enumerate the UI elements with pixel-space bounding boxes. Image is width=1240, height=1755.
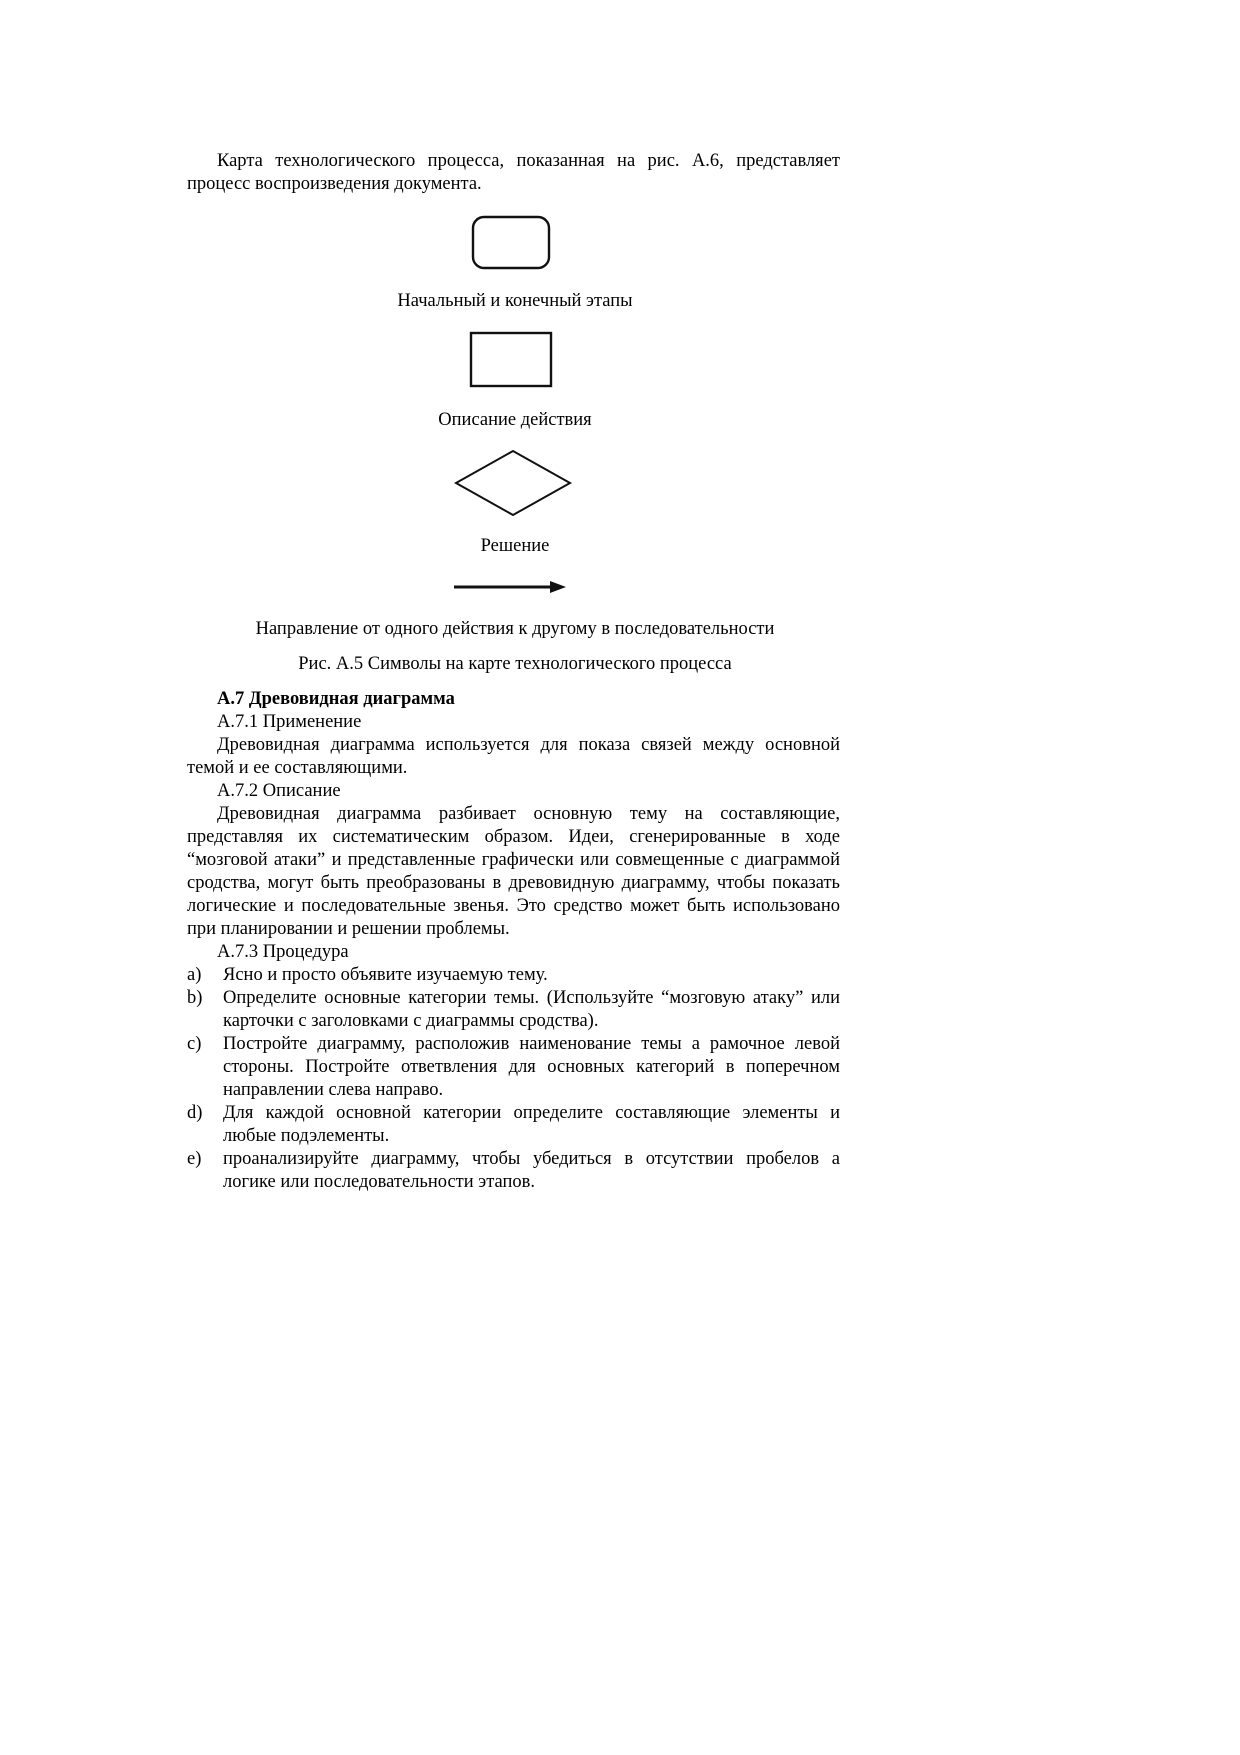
list-item <box>187 987 840 1033</box>
paragraph-application: Древовидная диаграмма используется для показа связей между основной темой и ее составляющими. <box>187 735 840 778</box>
procedure-list <box>187 964 840 1194</box>
list-item-text: Постройте диаграмму, расположив наименование темы а рамочное левой стороны. Постройте ответвления для основных категорий в поперечном направлении слева направо. <box>223 1034 840 1100</box>
rectangle-icon <box>468 330 556 390</box>
list-marker: a) <box>187 965 202 985</box>
list-marker: c) <box>187 1034 202 1054</box>
paragraph-description: Древовидная диаграмма разбивает основную тему на составляющие, представляя их систематическим образом. Идеи, сгенерированные в ходе “мозговой атаки” и представленные графически или совмещенные с диаграммой сродства, могут быть преобразованы в древовидную диаграмму, чтобы показать логические и последовательные звенья. Это средство может быть использовано при планировании и решении проблемы. <box>187 804 840 939</box>
section-heading: А.7 Древовидная диаграмма <box>217 689 455 709</box>
intro-paragraph: Карта технологического процесса, показанная на рис. А.6, представляет процесс воспроизведения документа. <box>187 151 840 194</box>
symbol-label-start-end: Начальный и конечный этапы <box>397 291 633 311</box>
figure-caption: Рис. А.5 Символы на карте технологического процесса <box>298 654 732 674</box>
symbol-label-action: Описание действия <box>438 410 592 430</box>
subsection-title-application: А.7.1 Применение <box>217 712 362 732</box>
list-item <box>187 1033 840 1102</box>
section-block <box>187 688 840 1194</box>
symbol-label-decision: Решение <box>480 536 550 556</box>
list-item <box>187 964 840 987</box>
list-item <box>187 1102 840 1148</box>
list-item-text: Для каждой основной категории определите составляющие элементы и любые подэлементы. <box>223 1103 840 1146</box>
list-marker: b) <box>187 988 203 1008</box>
symbol-label-direction: Направление от одного действия к другому в последовательности <box>255 619 775 639</box>
arrow-right-icon <box>452 578 568 596</box>
list-item <box>187 1148 840 1194</box>
list-marker: d) <box>187 1103 203 1123</box>
subsection-title-procedure: А.7.3 Процедура <box>217 942 349 962</box>
intro-block <box>187 150 840 196</box>
subsection-title-description: А.7.2 Описание <box>217 781 341 801</box>
diamond-icon <box>452 448 574 518</box>
list-item-text: проанализируйте диаграмму, чтобы убедиться в отсутствии пробелов а логике или последовательности этапов. <box>223 1149 840 1192</box>
list-item-text: Ясно и просто объявите изучаемую тему. <box>223 965 548 985</box>
list-marker: e) <box>187 1149 202 1169</box>
rounded-rectangle-icon <box>470 214 554 272</box>
list-item-text: Определите основные категории темы. (Используйте “мозговую атаку” или карточки с заголовками с диаграммы сродства). <box>223 988 840 1031</box>
